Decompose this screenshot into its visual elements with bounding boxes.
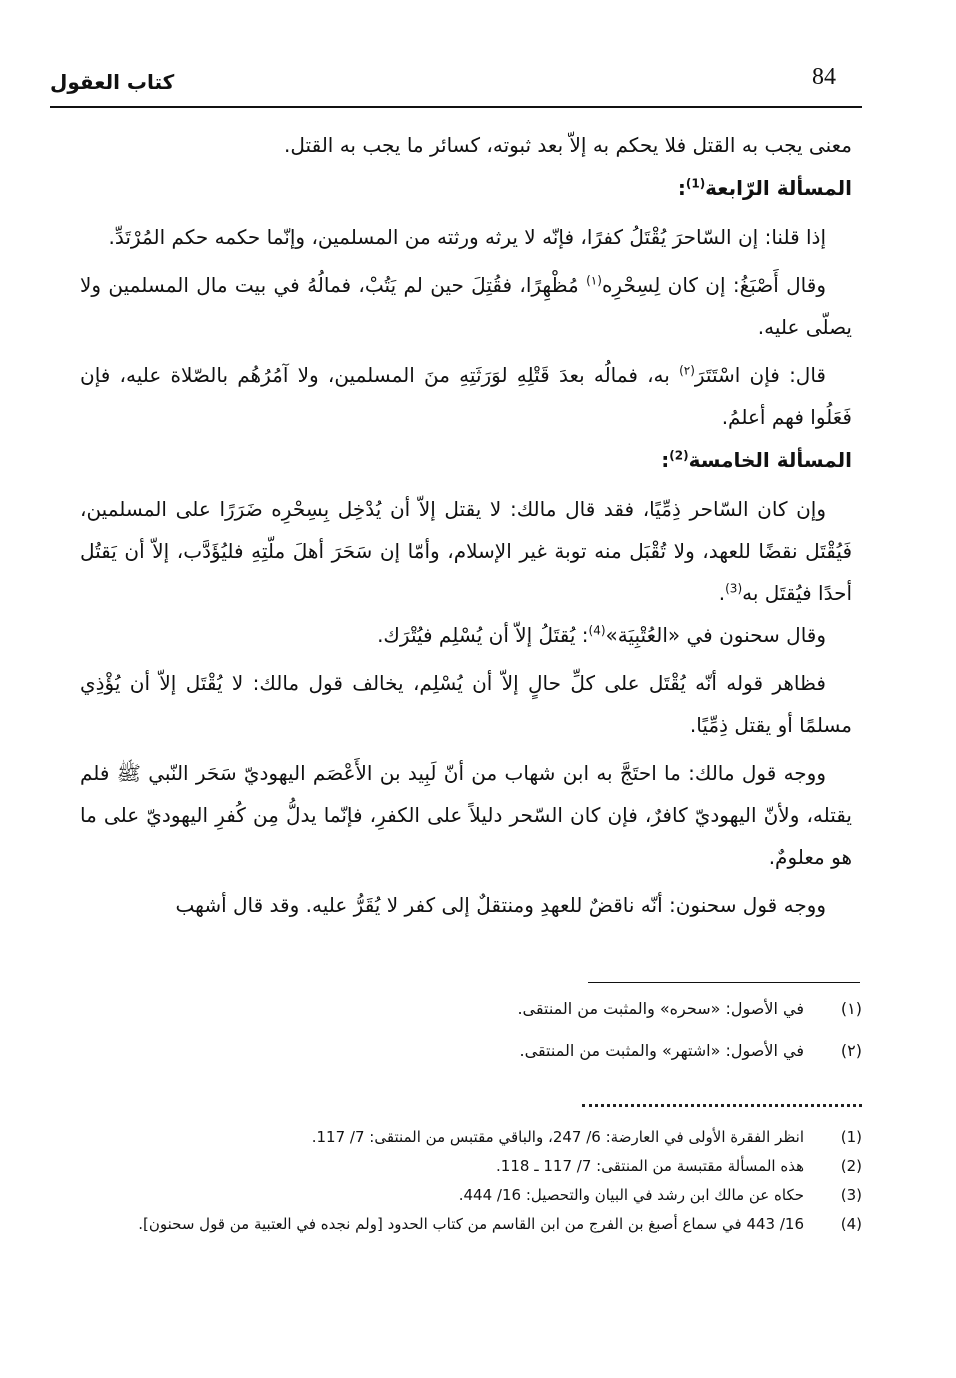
footnote-number: (2)	[840, 1157, 862, 1175]
paragraph-text: وقال أَصْبَغُ: إن كان لِسِحْرِه	[601, 273, 826, 297]
footnote-text: هذه المسألة مقتبسة من المنتقى: 7/ 117 ـ 118.	[496, 1157, 804, 1175]
paragraph-text: به، فمالُه بعدَ قَتْلِهِ لوَرَثَتِهِ منَ المسلمين، ولا آمُرُهُم بالصّلاة عليه، فإن فَعَلُوا فهم أعلمُ.	[80, 363, 852, 429]
footnote-text: انظر الفقرة الأولى في العارضة: 6/ 247، والباقي مقتبس من المنتقى: 7/ 117.	[311, 1128, 804, 1146]
section-heading	[80, 438, 852, 482]
paragraph	[80, 752, 852, 878]
header-rule	[50, 106, 862, 108]
paragraph-text: .	[718, 581, 726, 605]
footnote-text: في الأصول: «اشتهر» والمثبت من المنتقى.	[519, 1041, 804, 1060]
editor-footnotes	[86, 994, 862, 1078]
footnote-number: (1)	[840, 1128, 862, 1146]
paragraph-text: معنى يجب به القتل فلا يحكم به إلاّ بعد ثبوته، كسائر ما يجب به القتل.	[284, 133, 852, 157]
paragraph	[80, 488, 852, 614]
paragraph	[80, 124, 852, 166]
section-heading-text: المسألة الرّابعة	[705, 176, 852, 200]
footnote-number: (4)	[840, 1215, 862, 1233]
paragraph	[80, 884, 852, 926]
section-heading	[80, 166, 852, 210]
footnote	[86, 1124, 862, 1151]
paragraph-text: إذا قلنا: إن السّاحرَ يُقْتَلُ كفرًا، فإنّه لا يرثه ورثته من المسلمين، وإنّما حكمه حكم المُرْتَدِّ.	[108, 225, 826, 249]
footnote-separator	[588, 982, 860, 983]
running-head: كتاب العقول	[50, 70, 175, 94]
paragraph-text: وإن كان السّاحر ذِمِّيًا، فقد قال مالك: لا يقتل إلاّ أن يُدْخِل بِسِحْرِه ضَرَرًا على المسلمين، فَيُقْتَل نقضًا للعهد، ولا تُقْبَل منه توبة غير الإسلام، وأمّا إن سَحَرَ أهلَ ملّتِهِ فليُؤَدَّب، إلاّ أن يَقتُل أحدًا فيُقتَل به	[80, 497, 852, 605]
footnote-ref: (2)	[669, 448, 689, 463]
paragraph	[80, 662, 852, 746]
footnote-number: (٢)	[840, 1041, 862, 1060]
page-number: 84	[812, 64, 836, 90]
section-heading-colon: :	[661, 448, 670, 472]
source-footnotes	[86, 1124, 862, 1240]
footnote-text: حكاه عن مالك ابن رشد في البيان والتحصيل: 16/ 444.	[458, 1186, 804, 1204]
paragraph-text: قال: فإن اسْتَتَرَ	[694, 363, 826, 387]
footnote-text: 16/ 443 في سماع أصبغ بن الفرج من ابن القاسم من كتاب الحدود [ولم نجده في العتبية من قول سحنون].	[138, 1215, 804, 1233]
footnote-text: في الأصول: «سحره» والمثبت من المنتقى.	[517, 999, 804, 1018]
footnote	[86, 1211, 862, 1238]
footnote-ref: (١)	[586, 273, 602, 288]
dotted-separator	[582, 1104, 862, 1107]
footnote	[86, 1182, 862, 1209]
footnote-number: (3)	[840, 1186, 862, 1204]
paragraph	[80, 614, 852, 656]
footnote-ref: (٢)	[679, 363, 695, 378]
footnote-ref: (3)	[725, 581, 743, 596]
paragraph-text: ووجه قول مالك: ما احتَجَّ به ابن شهاب من أنّ لَبِيد بن الأَعْصَم اليهوديّ سَحَر النّبي ﷺ فلم يقتله، ولأنّ اليهوديّ كافرٌ، فإن كان السّحر دليلاً على الكفرِ، فإنّما يدلُّ مِن كُفرِ اليهوديّ على ما هو معلومٌ.	[80, 761, 852, 869]
paragraph	[80, 264, 852, 348]
main-text	[80, 124, 852, 926]
footnote	[86, 994, 862, 1024]
footnote-ref: (1)	[685, 176, 706, 191]
paragraph	[80, 216, 852, 258]
section-heading-text: المسألة الخامسة	[688, 448, 852, 472]
footnote-ref: (4)	[588, 623, 606, 638]
paragraph-text: مُظْهِرًا، فقُتِلَ حين لم يَتُبْ، فمالُهُ في بيت مال المسلمين ولا يصلّى عليه.	[80, 273, 852, 339]
paragraph-text: : يُقتَلُ إلاّ أن يُسْلِم فيُتْرَك.	[377, 623, 589, 647]
paragraph-text: ووجه قول سحنون: أنّه ناقضٌ للعهدِ ومنتقلٌ إلى كفر لا يُقَرُّ عليه. وقد قال أشهب	[175, 893, 826, 917]
footnote	[86, 1036, 862, 1066]
footnote-number: (١)	[840, 999, 862, 1018]
footnote	[86, 1153, 862, 1180]
paragraph-text: وقال سحنون في «العُتْبِيَة»	[605, 623, 826, 647]
section-heading-colon: :	[677, 176, 686, 200]
paragraph-text: فظاهر قوله أنّه يُقْتَل على كلِّ حالٍ إلاّ أن يُسْلِم، يخالف قول مالك: لا يُقْتَل إلاّ أن يُؤْذِي مسلمًا أو يقتل ذِمِّيًا.	[80, 671, 852, 737]
paragraph	[80, 354, 852, 438]
